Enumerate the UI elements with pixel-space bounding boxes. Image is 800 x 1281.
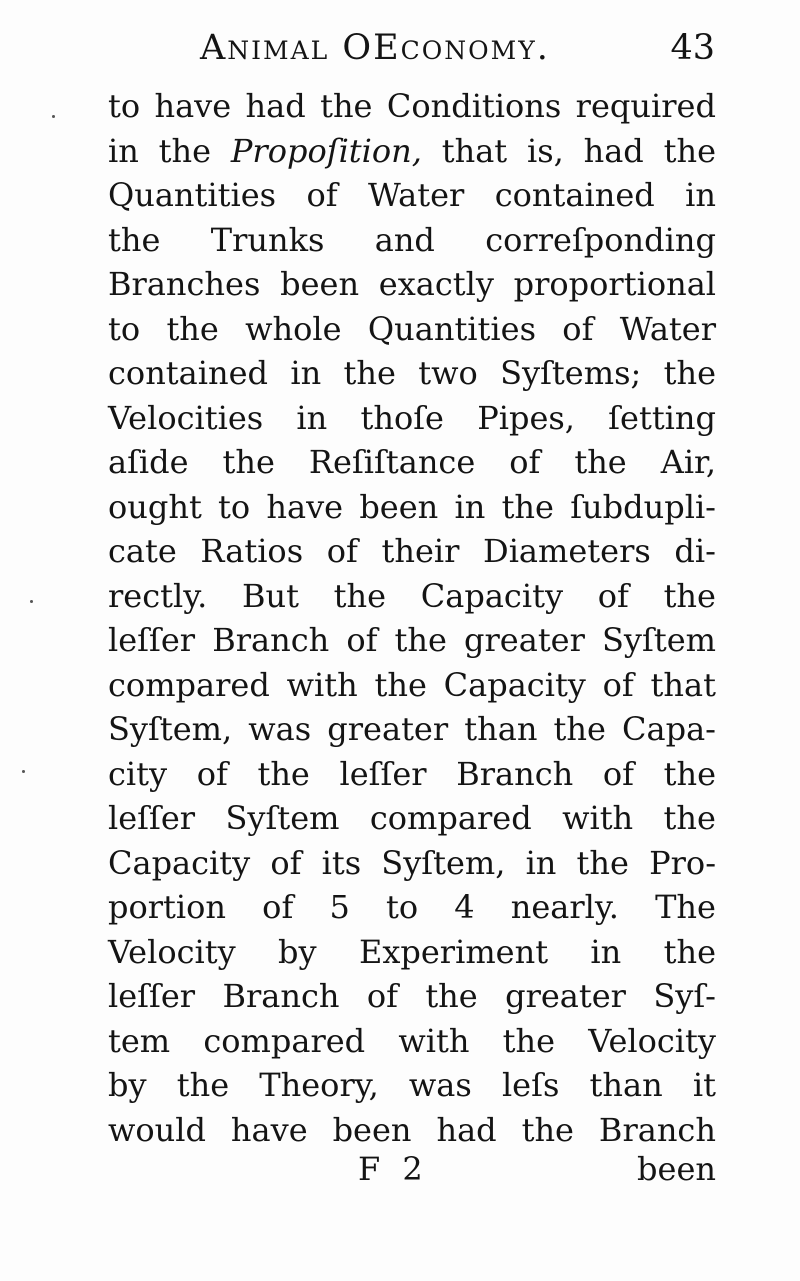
word: required	[575, 87, 716, 125]
word: by	[108, 1066, 147, 1104]
text-line	[108, 307, 716, 352]
word: leſſer	[108, 799, 196, 837]
text-line	[108, 618, 716, 663]
word: to	[218, 487, 251, 526]
word: Syſtem	[602, 621, 716, 659]
word: tem	[108, 1021, 171, 1060]
word: the	[320, 87, 373, 125]
word: compared	[203, 1021, 366, 1060]
word: the	[663, 354, 716, 392]
word: Quantities	[108, 176, 277, 214]
word: Capacity	[108, 843, 251, 882]
word: the	[574, 443, 627, 481]
word: and	[374, 220, 435, 259]
word: had	[245, 87, 306, 125]
word: than	[464, 710, 538, 748]
word: Velocity	[588, 1021, 716, 1060]
word: been	[332, 1110, 412, 1149]
word: Propoſition,	[230, 131, 422, 170]
text-line	[108, 129, 716, 174]
word: two	[418, 354, 478, 392]
word: The	[655, 888, 716, 926]
text-line	[108, 1019, 716, 1064]
word: of	[270, 843, 302, 882]
word: of	[602, 665, 634, 704]
word: thoſe	[360, 398, 444, 437]
word: with	[286, 665, 358, 704]
word: of	[509, 443, 541, 481]
word: of	[326, 532, 358, 570]
word: the	[663, 932, 716, 971]
word: Quantities	[367, 309, 536, 348]
word: of	[262, 888, 294, 926]
word: in	[296, 398, 328, 437]
word: have	[266, 487, 344, 526]
word: portion	[108, 888, 227, 926]
word: Branch	[222, 977, 340, 1015]
word: ought	[108, 487, 202, 526]
page-number: 43	[670, 28, 715, 68]
text-line	[108, 930, 716, 975]
word: rectly.	[108, 576, 208, 615]
word: it	[692, 1066, 716, 1104]
word: of	[346, 621, 378, 659]
word: proportional	[513, 265, 716, 303]
word: Velocities	[108, 398, 264, 437]
word: ſetting	[608, 398, 716, 437]
text-line	[108, 663, 716, 708]
word: of	[196, 754, 228, 793]
word: of	[562, 309, 594, 348]
word: the	[576, 843, 629, 882]
word: is,	[526, 131, 564, 170]
word: Syſtem	[225, 799, 340, 837]
text-line	[108, 885, 716, 930]
word: the	[394, 621, 447, 659]
word: Air,	[660, 443, 716, 481]
word: with	[562, 799, 634, 837]
word: was	[408, 1066, 472, 1104]
word: the	[663, 131, 716, 170]
word: in	[290, 354, 322, 392]
word: leſſer	[108, 977, 196, 1015]
word: the	[158, 131, 212, 170]
word: in	[525, 843, 557, 882]
word: had	[436, 1110, 497, 1149]
word: in	[590, 932, 622, 971]
word: had	[583, 131, 644, 170]
word: correſponding	[485, 220, 716, 259]
word: have	[154, 87, 232, 125]
page-header	[200, 28, 715, 74]
word: the	[176, 1066, 230, 1104]
text-line	[108, 1063, 716, 1108]
word: by	[278, 932, 317, 971]
word: Water	[619, 309, 716, 348]
text-line	[108, 84, 716, 129]
word: compared	[369, 799, 532, 837]
word: its	[321, 843, 362, 882]
text-line	[108, 529, 716, 574]
text-line	[108, 574, 716, 619]
word: the	[222, 443, 275, 481]
text-line	[108, 440, 716, 485]
word: the	[663, 799, 716, 837]
text-line	[108, 707, 716, 752]
word: Water	[368, 176, 465, 214]
word: in	[685, 176, 716, 214]
word: the	[663, 754, 716, 793]
word: nearly.	[510, 888, 619, 926]
text-line	[108, 752, 716, 797]
word: Reſiſtance	[308, 443, 476, 481]
word: been	[280, 265, 360, 303]
word: Ratios	[200, 532, 304, 570]
word: Pipes,	[477, 398, 575, 437]
word: the	[343, 354, 396, 392]
word: 4	[454, 888, 475, 926]
word: of	[306, 176, 338, 214]
word: whole	[245, 309, 342, 348]
word: leſſer	[108, 621, 196, 659]
word: the	[166, 309, 219, 348]
word: ſubdupli-	[570, 487, 716, 526]
word: with	[398, 1021, 470, 1060]
word: Branch	[598, 1110, 716, 1149]
word: Syſtem,	[108, 710, 233, 748]
word: city	[108, 754, 168, 793]
word: the	[553, 710, 606, 748]
word: of	[366, 977, 398, 1015]
word: would	[108, 1110, 206, 1149]
word: to	[108, 87, 141, 125]
word: Experiment	[358, 932, 549, 971]
word: the	[502, 1021, 556, 1060]
word: greater	[505, 977, 626, 1015]
text-line	[108, 796, 716, 841]
word: to	[108, 309, 141, 348]
text-line	[108, 974, 716, 1019]
word: been	[359, 487, 439, 526]
text-line	[108, 262, 716, 307]
paper-speck	[22, 770, 25, 773]
word: cate	[108, 532, 177, 570]
signature-mark: F 2	[358, 1150, 429, 1188]
word: of	[602, 754, 634, 793]
catchword: been	[637, 1150, 716, 1188]
body-text	[108, 84, 716, 1152]
word: the	[663, 576, 716, 615]
word: their	[381, 532, 460, 570]
word: the	[425, 977, 478, 1015]
word: contained	[108, 354, 268, 392]
word: that	[650, 665, 716, 704]
page-footer	[108, 1150, 716, 1194]
word: Branches	[108, 265, 261, 303]
word: leſſer	[339, 754, 427, 793]
word: Conditions	[386, 87, 562, 125]
word: exactly	[378, 265, 494, 303]
word: have	[230, 1110, 308, 1149]
paper-speck	[52, 115, 55, 118]
word: Branch	[456, 754, 574, 793]
word: Branch	[212, 621, 330, 659]
word: Velocity	[108, 932, 236, 971]
word: leſs	[501, 1066, 560, 1104]
word: compared	[108, 665, 270, 704]
word: Trunks	[210, 220, 325, 259]
word: than	[589, 1066, 663, 1104]
word: contained	[494, 176, 655, 214]
word: Syſtems;	[500, 354, 642, 392]
word: di-	[674, 532, 716, 570]
word: Capacity	[443, 665, 586, 704]
text-line	[108, 218, 716, 263]
word: in	[108, 131, 139, 170]
word: Capa-	[622, 710, 716, 748]
word: the	[333, 576, 387, 615]
word: the	[257, 754, 310, 793]
word: Diameters	[483, 532, 651, 570]
text-line	[108, 1108, 716, 1153]
text-line	[108, 173, 716, 218]
paper-speck	[30, 600, 33, 603]
text-line	[108, 396, 716, 441]
text-line	[108, 351, 716, 396]
word: of	[597, 576, 629, 615]
word: Syſ-	[653, 977, 716, 1015]
word: Pro-	[649, 843, 716, 882]
word: the	[501, 487, 554, 526]
word: aſide	[108, 443, 189, 481]
word: the	[521, 1110, 574, 1149]
word: greater	[327, 710, 449, 748]
word: that	[441, 131, 508, 170]
word: But	[241, 576, 299, 615]
word: greater	[464, 621, 585, 659]
word: Syſtem,	[381, 843, 506, 882]
running-head: Animal OEconomy.	[200, 28, 550, 68]
word: 5	[329, 888, 350, 926]
word: to	[385, 888, 419, 926]
word: was	[248, 710, 312, 748]
word: the	[374, 665, 427, 704]
word: Capacity	[420, 576, 564, 615]
text-line	[108, 841, 716, 886]
text-line	[108, 485, 716, 530]
word: Theory,	[259, 1066, 379, 1104]
word: in	[454, 487, 486, 526]
word: the	[108, 220, 161, 259]
